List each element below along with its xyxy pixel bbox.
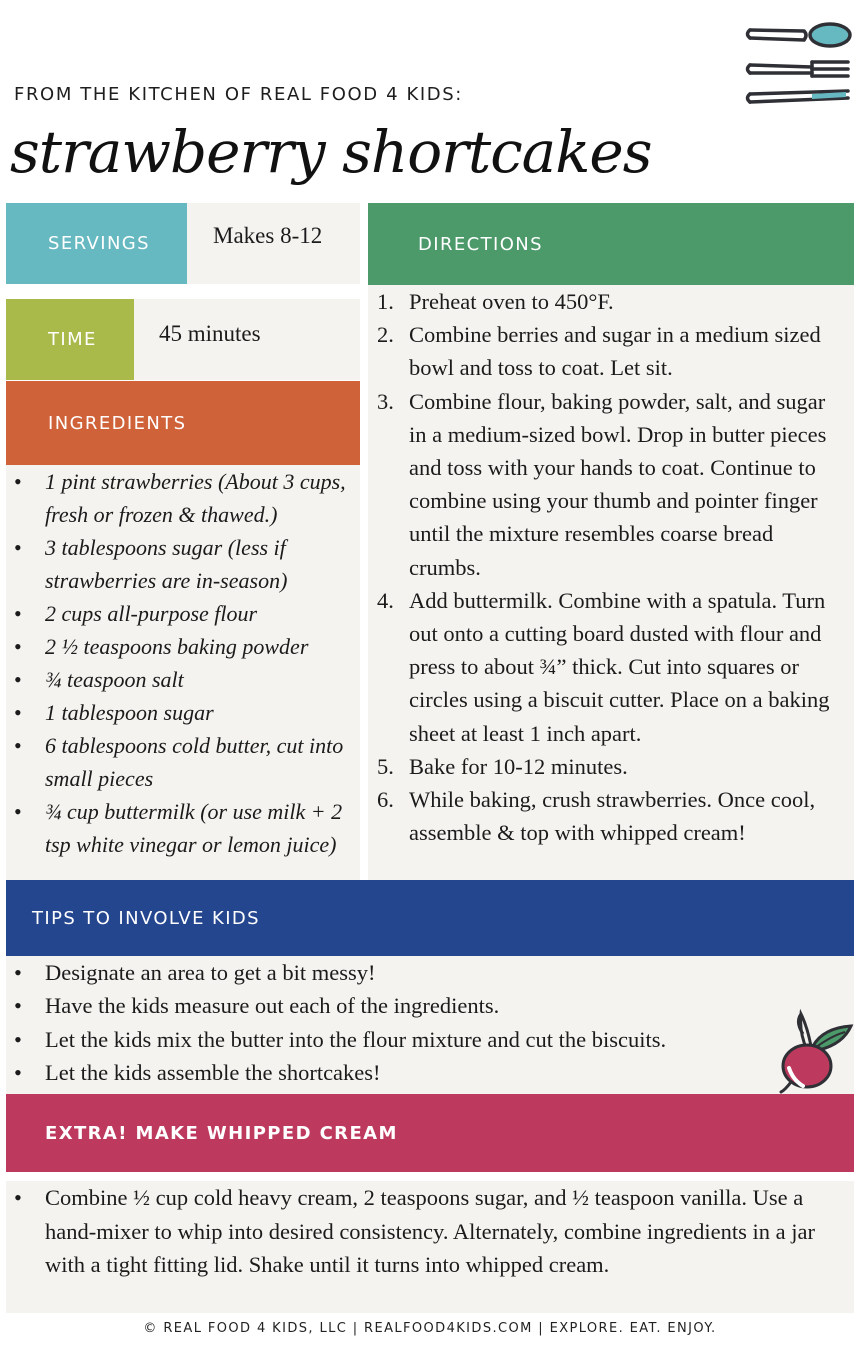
list-item: • Have the kids measure out each of the ingredients. bbox=[14, 993, 500, 1019]
kitchen-line: FROM THE KITCHEN OF REAL FOOD 4 KIDS: bbox=[14, 84, 463, 105]
directions-panel bbox=[368, 285, 854, 880]
list-item: • 2 cups all-purpose flour bbox=[14, 601, 258, 626]
list-item: • 1 pint strawberries (About 3 cups, fresh or frozen & thawed.) bbox=[14, 469, 346, 527]
utensils-icon bbox=[742, 18, 854, 106]
list-item: • Let the kids assemble the shortcakes! bbox=[14, 1060, 381, 1086]
tips-label: TIPS TO INVOLVE KIDS bbox=[6, 880, 854, 956]
list-item: • 3 tablespoons sugar (less if strawberries are in-season) bbox=[14, 535, 288, 593]
extra-list bbox=[6, 1181, 846, 1282]
list-item: • 2 ½ teaspoons baking powder bbox=[14, 634, 309, 659]
direction-step: 6. While baking, crush strawberries. Once cool, assemble & top with whipped cream! bbox=[377, 787, 816, 846]
tips-list bbox=[6, 956, 786, 1090]
directions-list bbox=[368, 285, 854, 849]
time-value: 45 minutes bbox=[159, 321, 261, 346]
time-value-box bbox=[134, 299, 360, 380]
servings-value-box bbox=[187, 203, 360, 284]
list-item: • 6 tablespoons cold butter, cut into small pieces bbox=[14, 733, 344, 791]
recipe-title: strawberry shortcakes bbox=[10, 118, 652, 186]
directions-label: DIRECTIONS bbox=[368, 203, 854, 285]
footer: © REAL FOOD 4 KIDS, LLC | REALFOOD4KIDS.COM | EXPLORE. EAT. ENJOY. bbox=[143, 1321, 717, 1336]
list-item: • Let the kids mix the butter into the flour mixture and cut the biscuits. bbox=[14, 1026, 667, 1052]
list-item: • Combine ½ cup cold heavy cream, 2 teaspoons sugar, and ½ teaspoon vanilla. Use a hand-mixer to whip into desired consistency. Alternately, combine ingredients in a jar with a tight fitting lid. Shake until it turns into whipped cream. bbox=[14, 1185, 815, 1277]
list-item: • Designate an area to get a bit messy! bbox=[14, 960, 376, 985]
direction-step: 5. Bake for 10-12 minutes. bbox=[377, 753, 628, 779]
time-label: TIME bbox=[6, 299, 134, 380]
extra-panel bbox=[6, 1181, 854, 1313]
list-item: • ¾ teaspoon salt bbox=[14, 667, 184, 692]
tips-panel bbox=[6, 956, 854, 1094]
direction-step: 2. Combine berries and sugar in a medium sized bowl and toss to coat. Let sit. bbox=[377, 322, 821, 381]
list-item: • ¾ cup buttermilk (or use milk + 2 tsp white vinegar or lemon juice) bbox=[14, 799, 343, 857]
radish-icon bbox=[777, 1006, 855, 1094]
servings-value: Makes 8-12 bbox=[213, 223, 323, 248]
extra-label: EXTRA! MAKE WHIPPED CREAM bbox=[6, 1094, 854, 1172]
ingredients-list bbox=[6, 465, 360, 861]
direction-step: 1. Preheat oven to 450°F. bbox=[377, 289, 614, 314]
ingredients-panel bbox=[6, 465, 360, 880]
servings-label: SERVINGS bbox=[6, 203, 187, 284]
ingredients-label: INGREDIENTS bbox=[6, 381, 360, 465]
list-item: • 1 tablespoon sugar bbox=[14, 700, 214, 725]
direction-step: 4. Add buttermilk. Combine with a spatula. Turn out onto a cutting board dusted with flour and press to about ¾” thick. Cut into squares or circles using a biscuit cutter. Place on a baking sheet at least 1 inch apart. bbox=[377, 587, 830, 746]
direction-step: 3. Combine flour, baking powder, salt, and sugar in a medium-sized bowl. Drop in butter pieces and toss with your hands to coat. Continue to combine using your thumb and pointer finger until the mixture resembles coarse bread crumbs. bbox=[377, 388, 827, 580]
